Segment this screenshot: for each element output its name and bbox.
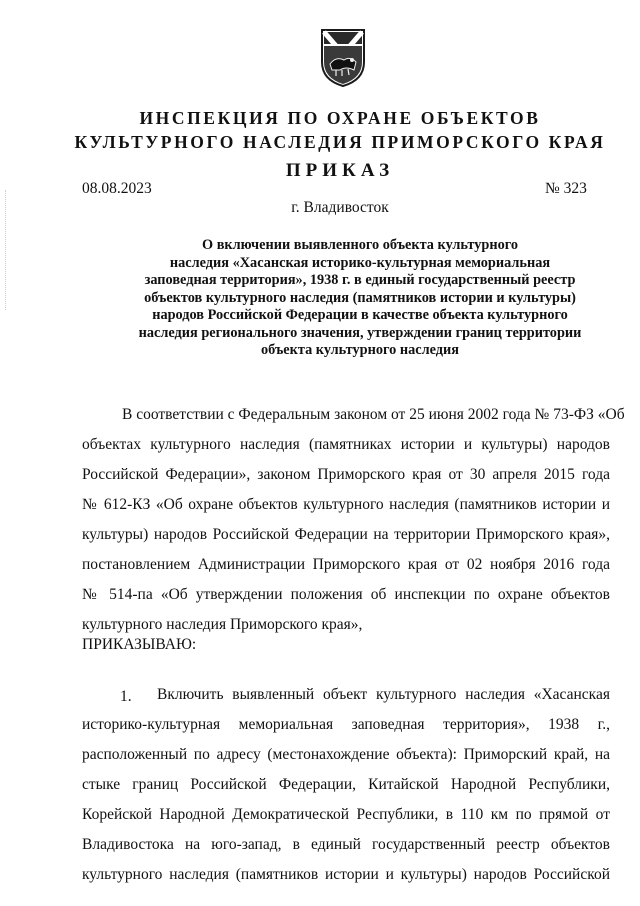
item-number: 1. <box>120 688 132 705</box>
preamble-line: Российской Федерации», законом Приморского края от 30 апреля 2015 года <box>82 466 610 483</box>
preamble-line: культурного наследия Приморского края», <box>82 616 363 633</box>
subject-line: наследия регионального значения, утверждении границ территории <box>138 324 582 341</box>
item-1-paragraph <box>82 680 610 890</box>
subject-line: О включении выявленного объекта культурного <box>202 237 518 253</box>
item-line: Включить выявленный объект культурного наследия «Хасанская <box>157 686 610 703</box>
org-name-line2: КУЛЬТУРНОГО НАСЛЕДИЯ ПРИМОРСКОГО КРАЯ <box>74 132 606 152</box>
item-line: культурного наследия (памятников истории и культуры) народов Российской <box>82 866 610 883</box>
ordering-word: ПРИКАЗЫВАЮ: <box>82 636 197 653</box>
item-line: стыке границ Российской Федерации, Китайской Народной Республики, <box>82 776 610 793</box>
order-subject <box>100 237 620 360</box>
document-city: г. Владивосток <box>291 199 389 216</box>
subject-line: заповедная территория», 1938 г. в единый государственный реестр <box>144 272 576 288</box>
preamble-paragraph <box>82 400 625 640</box>
document-type: ПРИКАЗ <box>285 160 395 181</box>
subject-line: наследия «Хасанская историко-культурная мемориальная <box>169 254 551 271</box>
preamble-line: культуры) народов Российской Федерации на территории Приморского края», <box>82 526 610 543</box>
preamble-line: постановлением Администрации Приморского края от 02 ноября 2016 года <box>82 556 610 573</box>
preamble-line: объектах культурного наследия (памятниках истории и культуры) народов <box>82 436 610 453</box>
org-name-line1: ИНСПЕКЦИЯ ПО ОХРАНЕ ОБЪЕКТОВ <box>139 108 541 128</box>
document-number: № 323 <box>545 180 587 197</box>
preamble-line: № 514-па «Об утверждении положения об инспекции по охране объектов <box>82 586 610 603</box>
preamble-line: В соответствии с Федеральным законом от 25 июня 2002 года № 73-ФЗ «Об <box>122 406 625 423</box>
subject-line: объекта культурного наследия <box>261 342 459 358</box>
coat-of-arms-icon <box>316 24 370 88</box>
item-line: Корейской Народной Демократической Республики, в 110 км по прямой от <box>82 806 610 823</box>
item-line: историко-культурная мемориальная заповедная территория», 1938 г., <box>82 716 610 733</box>
preamble-line: № 612-КЗ «Об охране объектов культурного наследия (памятников истории и <box>82 496 610 513</box>
subject-line: народов Российской Федерации в качестве объекта культурного <box>152 307 568 323</box>
document-date: 08.08.2023 <box>82 180 152 197</box>
scan-margin-mark <box>5 190 7 310</box>
subject-line: объектов культурного наследия (памятников истории и культуры) <box>144 289 576 306</box>
item-line: Владивостока на юго-запад, в единый государственный реестр объектов <box>82 836 610 853</box>
item-line: расположенный по адресу (местонахождение объекта): Приморский край, на <box>82 746 610 763</box>
